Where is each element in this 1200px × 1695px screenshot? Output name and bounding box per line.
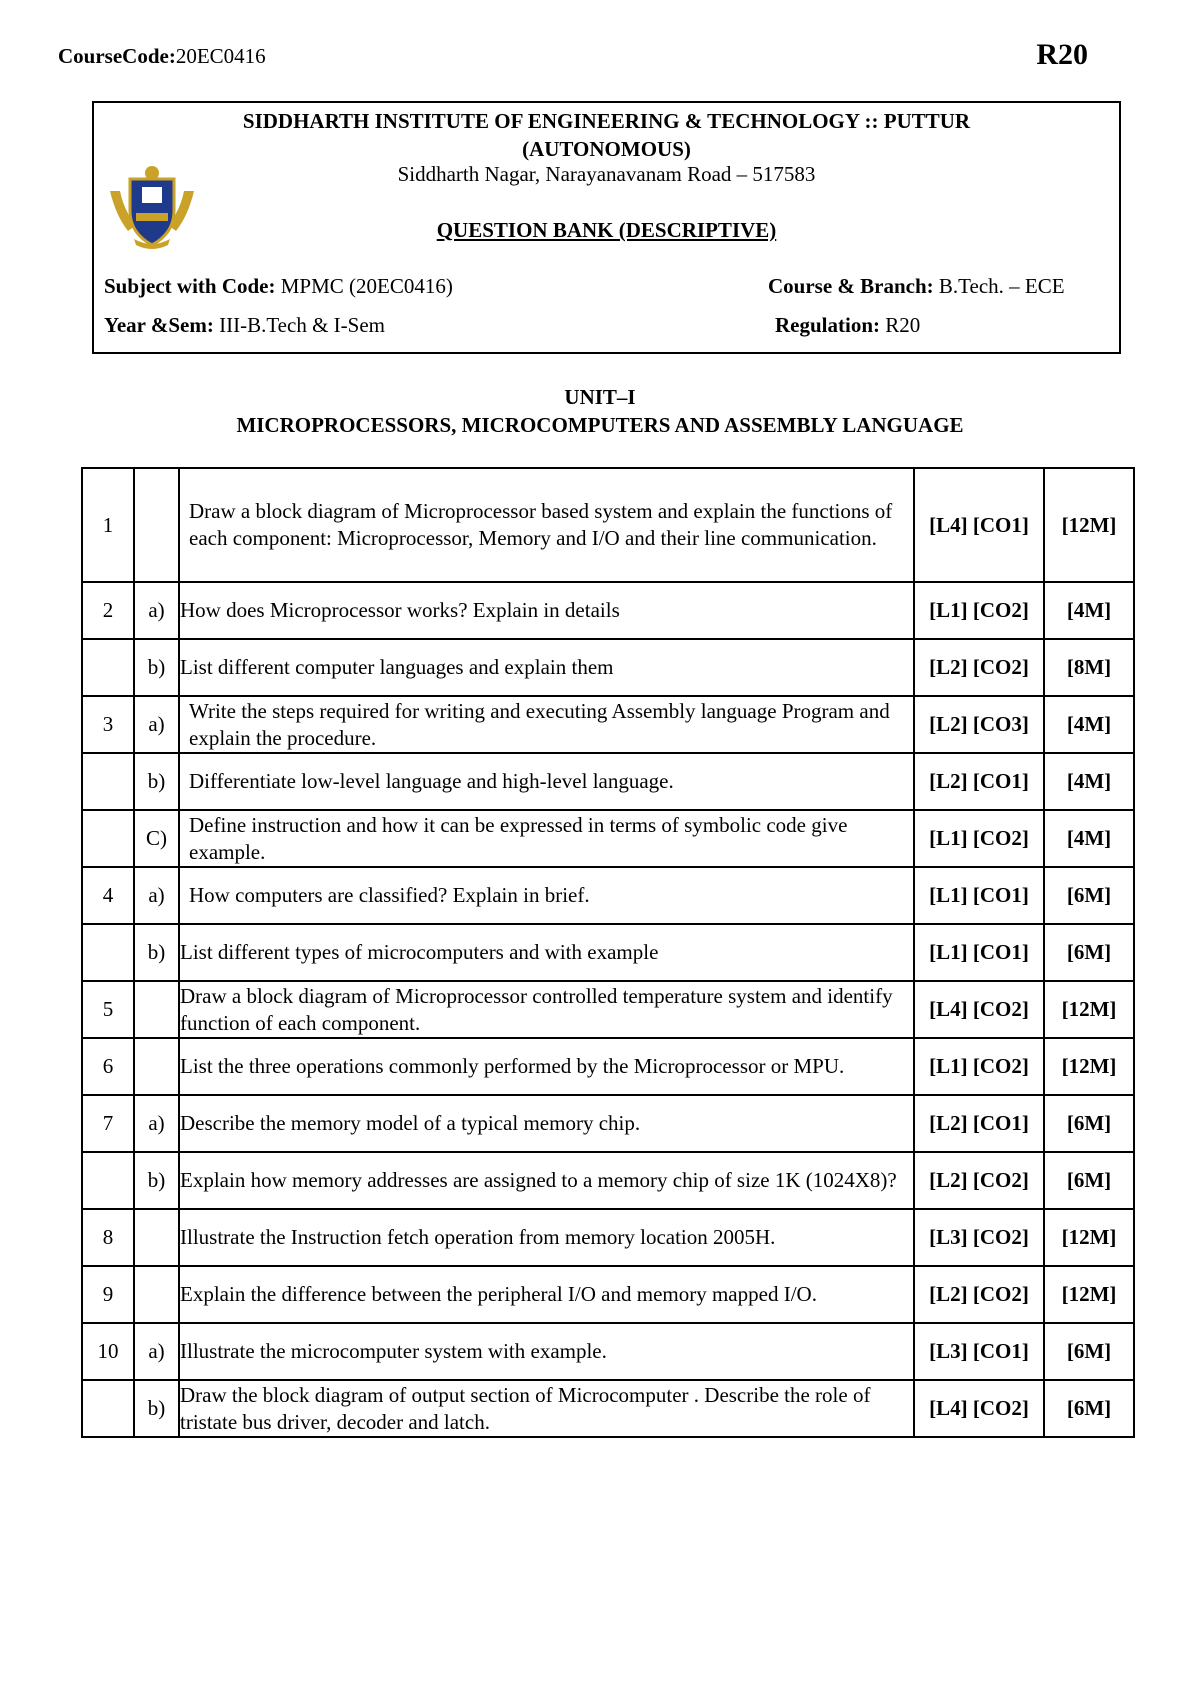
question-number [82, 1380, 134, 1437]
question-marks: [4M] [1044, 810, 1134, 867]
question-row [82, 1266, 1134, 1323]
question-marks: [6M] [1044, 1152, 1134, 1209]
question-subpart: a) [134, 1323, 179, 1380]
year-semester: Year &Sem: III-B.Tech & I-Sem [104, 313, 385, 337]
question-level-outcome: [L3] [CO2] [914, 1209, 1044, 1266]
question-marks: [6M] [1044, 924, 1134, 981]
question-level-outcome: [L2] [CO3] [914, 696, 1044, 753]
question-number: 7 [82, 1095, 134, 1152]
question-marks: [12M] [1044, 981, 1134, 1038]
question-row [82, 1152, 1134, 1209]
question-row [82, 867, 1134, 924]
question-number [82, 639, 134, 696]
question-text: Draw a block diagram of Microprocessor controlled temperature system and identify function of each component. [179, 981, 914, 1038]
question-row [82, 1380, 1134, 1437]
question-level-outcome: [L2] [CO2] [914, 1266, 1044, 1323]
question-text: Explain the difference between the peripheral I/O and memory mapped I/O. [179, 1266, 914, 1323]
question-subpart [134, 1266, 179, 1323]
question-text: Draw a block diagram of Microprocessor based system and explain the functions of each component: Microprocessor, Memory and I/O and their line communication. [179, 468, 914, 582]
course-code: CourseCode:20EC0416 [58, 44, 266, 68]
document-title: QUESTION BANK (DESCRIPTIVE) [436, 218, 777, 242]
question-marks: [12M] [1044, 1209, 1134, 1266]
question-text: Illustrate the microcomputer system with example. [179, 1323, 914, 1380]
question-subpart: b) [134, 1380, 179, 1437]
question-marks: [12M] [1044, 1266, 1134, 1323]
question-subpart: b) [134, 1152, 179, 1209]
question-marks: [4M] [1044, 582, 1134, 639]
question-number: 9 [82, 1266, 134, 1323]
question-level-outcome: [L2] [CO1] [914, 1095, 1044, 1152]
question-subpart: a) [134, 696, 179, 753]
question-number: 6 [82, 1038, 134, 1095]
question-number [82, 924, 134, 981]
question-row [82, 696, 1134, 753]
institution-address: Siddharth Nagar, Narayanavanam Road – 517583 [397, 162, 816, 186]
question-text: Illustrate the Instruction fetch operation from memory location 2005H. [179, 1209, 914, 1266]
question-text: Differentiate low-level language and high-level language. [179, 753, 914, 810]
question-text: How does Microprocessor works? Explain in details [179, 582, 914, 639]
question-subpart [134, 1038, 179, 1095]
institution-name: SIDDHARTH INSTITUTE OF ENGINEERING & TECHNOLOGY :: PUTTUR (AUTONOMOUS) [242, 109, 971, 161]
question-row [82, 753, 1134, 810]
question-marks: [8M] [1044, 639, 1134, 696]
question-text: How computers are classified? Explain in brief. [179, 867, 914, 924]
regulation: Regulation: R20 [775, 313, 921, 337]
question-marks: [6M] [1044, 1380, 1134, 1437]
question-level-outcome: [L1] [CO2] [914, 810, 1044, 867]
question-row [82, 639, 1134, 696]
question-level-outcome: [L2] [CO2] [914, 639, 1044, 696]
question-row [82, 810, 1134, 867]
question-number [82, 1152, 134, 1209]
question-text: List the three operations commonly performed by the Microprocessor or MPU. [179, 1038, 914, 1095]
unit-heading: UNIT–I MICROPROCESSORS, MICROCOMPUTERS AND ASSEMBLY LANGUAGE [236, 385, 964, 437]
question-level-outcome: [L4] [CO2] [914, 1380, 1044, 1437]
question-table [81, 467, 1135, 1438]
question-marks: [12M] [1044, 468, 1134, 582]
question-marks: [6M] [1044, 1095, 1134, 1152]
question-level-outcome: [L1] [CO1] [914, 924, 1044, 981]
question-text: Write the steps required for writing and executing Assembly language Program and explain the procedure. [179, 696, 914, 753]
question-row [82, 1038, 1134, 1095]
question-number: 1 [82, 468, 134, 582]
question-text: Explain how memory addresses are assigned to a memory chip of size 1K (1024X8)? [179, 1152, 914, 1209]
question-level-outcome: [L2] [CO2] [914, 1152, 1044, 1209]
page-header [58, 38, 1088, 78]
question-row [82, 1209, 1134, 1266]
question-number: 3 [82, 696, 134, 753]
question-text: Describe the memory model of a typical memory chip. [179, 1095, 914, 1152]
question-level-outcome: [L1] [CO2] [914, 582, 1044, 639]
question-subpart: a) [134, 1095, 179, 1152]
question-subpart: a) [134, 867, 179, 924]
question-marks: [12M] [1044, 1038, 1134, 1095]
question-subpart: C) [134, 810, 179, 867]
question-row [82, 924, 1134, 981]
question-level-outcome: [L2] [CO1] [914, 753, 1044, 810]
question-marks: [6M] [1044, 867, 1134, 924]
question-number [82, 753, 134, 810]
question-subpart: b) [134, 753, 179, 810]
question-row [82, 1323, 1134, 1380]
question-text: Define instruction and how it can be expressed in terms of symbolic code give example. [179, 810, 914, 867]
question-marks: [6M] [1044, 1323, 1134, 1380]
regulation-top: R20 [1036, 38, 1088, 71]
question-number [82, 810, 134, 867]
question-subpart [134, 468, 179, 582]
institution-header-box [92, 101, 1121, 354]
question-level-outcome: [L1] [CO1] [914, 867, 1044, 924]
question-level-outcome: [L1] [CO2] [914, 1038, 1044, 1095]
question-subpart: b) [134, 924, 179, 981]
question-row [82, 582, 1134, 639]
question-row [82, 1095, 1134, 1152]
question-subpart: b) [134, 639, 179, 696]
question-text: Draw the block diagram of output section of Microcomputer . Describe the role of tristate bus driver, decoder and latch. [179, 1380, 914, 1437]
question-number: 8 [82, 1209, 134, 1266]
question-number: 5 [82, 981, 134, 1038]
question-subpart [134, 1209, 179, 1266]
course-branch: Course & Branch: B.Tech. – ECE [768, 274, 1065, 298]
subject-with-code: Subject with Code: MPMC (20EC0416) [104, 274, 453, 298]
question-number: 2 [82, 582, 134, 639]
question-text: List different types of microcomputers and with example [179, 924, 914, 981]
question-number: 4 [82, 867, 134, 924]
question-marks: [4M] [1044, 753, 1134, 810]
question-level-outcome: [L4] [CO2] [914, 981, 1044, 1038]
question-row [82, 981, 1134, 1038]
question-subpart: a) [134, 582, 179, 639]
question-number: 10 [82, 1323, 134, 1380]
question-level-outcome: [L3] [CO1] [914, 1323, 1044, 1380]
question-text: List different computer languages and explain them [179, 639, 914, 696]
question-row [82, 468, 1134, 582]
question-subpart [134, 981, 179, 1038]
question-level-outcome: [L4] [CO1] [914, 468, 1044, 582]
question-marks: [4M] [1044, 696, 1134, 753]
